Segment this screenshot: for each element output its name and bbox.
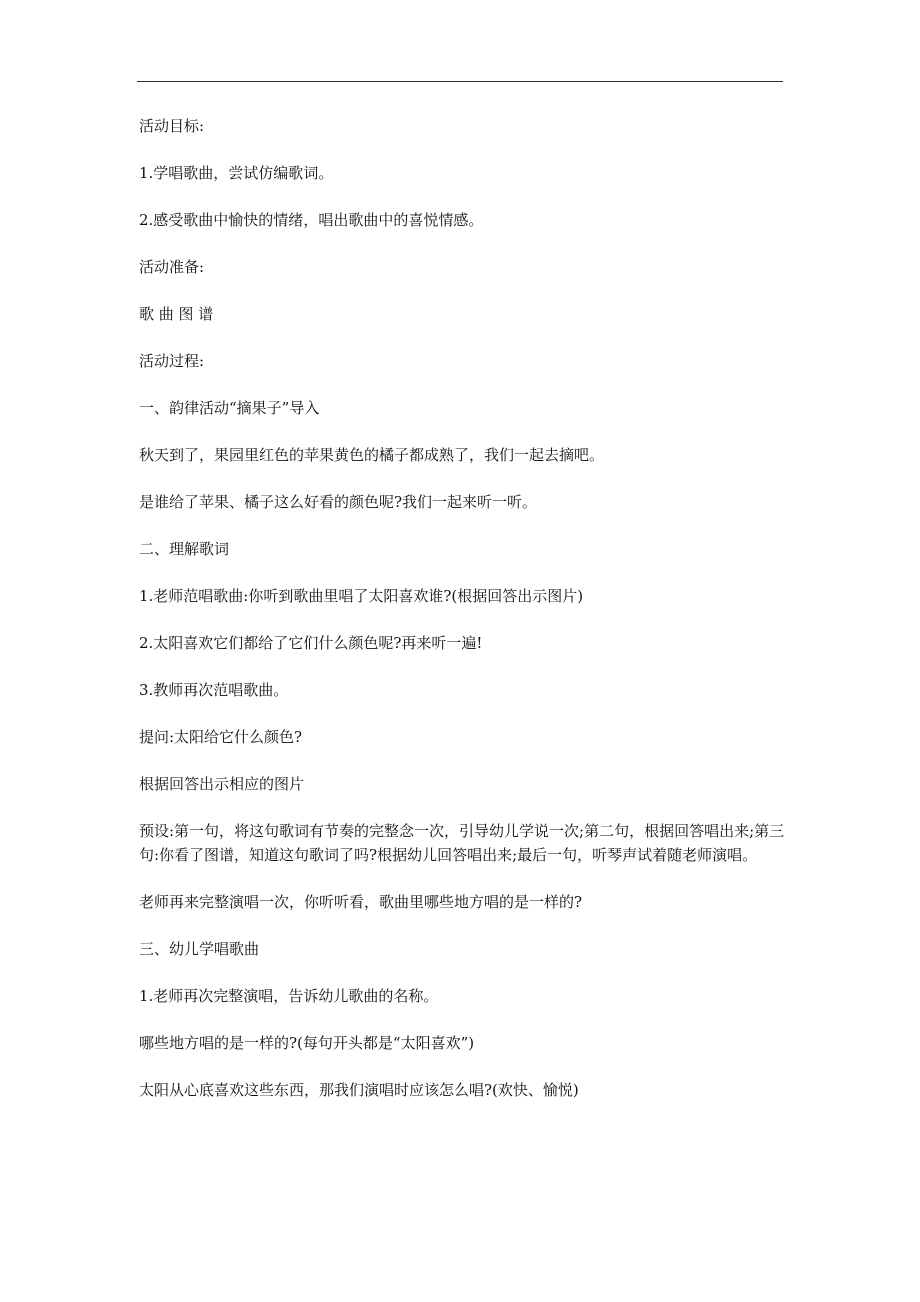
paragraph-text: 1.老师范唱歌曲:你听到歌曲里唱了太阳喜欢谁?(根据回答出示图片): [139, 587, 584, 605]
header-rule: [137, 81, 783, 82]
step-heading-1: 一、韵律活动“摘果子”导入: [139, 399, 320, 417]
paragraph-text: 2.太阳喜欢它们都给了它们什么颜色呢?再来听一遍!: [139, 634, 483, 652]
paragraph-text: 是谁给了苹果、橘子这么好看的颜色呢?我们一起来听一听。: [139, 493, 538, 511]
paragraph-text: 哪些地方唱的是一样的?(每句开头都是“太阳喜欢”): [139, 1034, 475, 1052]
section-heading-process: 活动过程:: [139, 352, 205, 370]
section-heading-preparation: 活动准备:: [139, 258, 205, 276]
paragraph-text: 老师再来完整演唱一次，你听听看，歌曲里哪些地方唱的是一样的?: [139, 893, 583, 911]
paragraph-text: 根据回答出示相应的图片: [139, 775, 305, 793]
goal-item-2: 2.感受歌曲中愉快的情绪，唱出歌曲中的喜悦情感。: [139, 211, 484, 229]
document-body: [139, 114, 785, 1125]
paragraph-text: 预设:第一句，将这句歌词有节奏的完整念一次，引导幼儿学说一次;第二句，根据回答唱出来;第三句:你看了图谱，知道这句歌词了吗?根据幼儿回答唱出来;最后一句，听琴声试着随老师演唱。: [139, 822, 785, 864]
preparation-materials: 歌 曲 图 谱: [139, 305, 214, 323]
step-heading-2: 二、理解歌词: [139, 540, 230, 558]
paragraph-text: 1.老师再次完整演唱，告诉幼儿歌曲的名称。: [139, 987, 439, 1005]
paragraph-text: 3.教师再次范唱歌曲。: [139, 681, 289, 699]
paragraph-text: 太阳从心底喜欢这些东西，那我们演唱时应该怎么唱?(欢快、愉悦): [139, 1081, 579, 1099]
paragraph-text: 秋天到了，果园里红色的苹果黄色的橘子都成熟了，我们一起去摘吧。: [139, 446, 605, 464]
goal-item-1: 1.学唱歌曲，尝试仿编歌词。: [139, 164, 334, 182]
section-heading-goals: 活动目标:: [139, 117, 205, 135]
paragraph-text: 提问:太阳给它什么颜色?: [139, 728, 303, 746]
step-heading-3: 三、幼儿学唱歌曲: [139, 940, 260, 958]
